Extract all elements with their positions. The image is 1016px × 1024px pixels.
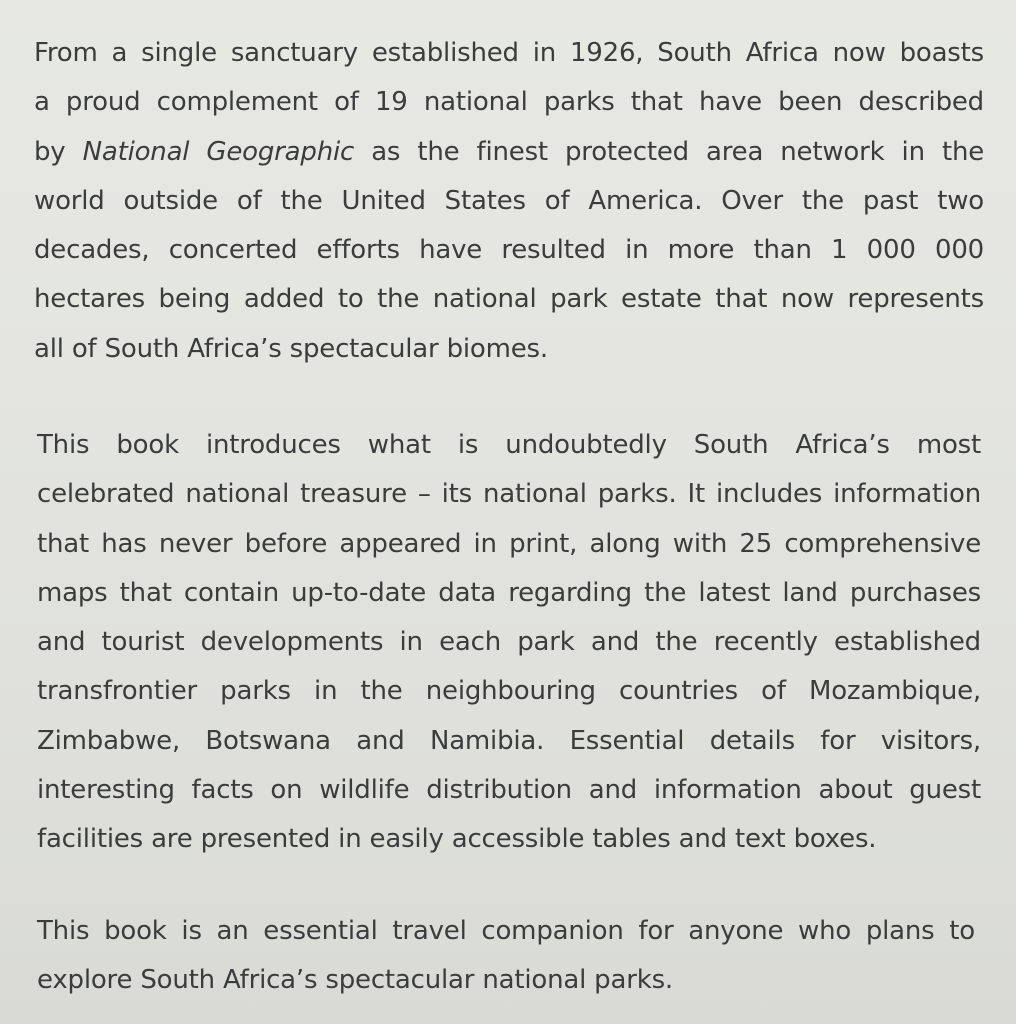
- text-line: transfrontier parks in the neighbouring countries of Mozambique,: [37, 676, 981, 707]
- text-line: This book is an essential travel companion for anyone who plans to: [37, 916, 975, 946]
- text-line: This book introduces what is undoubtedly South Africa’s most: [37, 430, 981, 460]
- text-line: a proud complement of 19 national parks that have been described: [34, 87, 984, 118]
- text-line: celebrated national treasure – its national parks. It includes information: [37, 479, 981, 510]
- text-line: that has never before appeared in print, along with 25 comprehensive: [37, 528, 981, 559]
- text-line: From a single sanctuary established in 1926, South Africa now boasts: [34, 38, 984, 68]
- text-line: world outside of the United States of America. Over the past two: [34, 185, 984, 216]
- paragraph-book-description: [37, 421, 981, 865]
- text-line: explore South Africa’s spectacular national parks.: [37, 965, 673, 996]
- text-line: facilities are presented in easily accessible tables and text boxes.: [37, 824, 877, 855]
- text-line: decades, concerted efforts have resulted in more than 1 000 000: [34, 235, 984, 266]
- paragraph-intro: [34, 29, 984, 374]
- text-line: Zimbabwe, Botswana and Namibia. Essential details for visitors,: [37, 725, 981, 756]
- text-line: hectares being added to the national park estate that now represents: [34, 284, 984, 315]
- text-line: by National Geographic as the finest protected area network in the: [34, 136, 985, 167]
- paragraph-closing: [37, 907, 975, 1006]
- text-line: all of South Africa’s spectacular biomes.: [34, 333, 548, 364]
- text-line: maps that contain up-to-date data regarding the latest land purchases: [37, 577, 981, 608]
- italic-title: National Geographic: [82, 136, 355, 167]
- text-line: and tourist developments in each park and the recently established: [37, 627, 981, 658]
- text-line: interesting facts on wildlife distribution and information about guest: [37, 775, 981, 806]
